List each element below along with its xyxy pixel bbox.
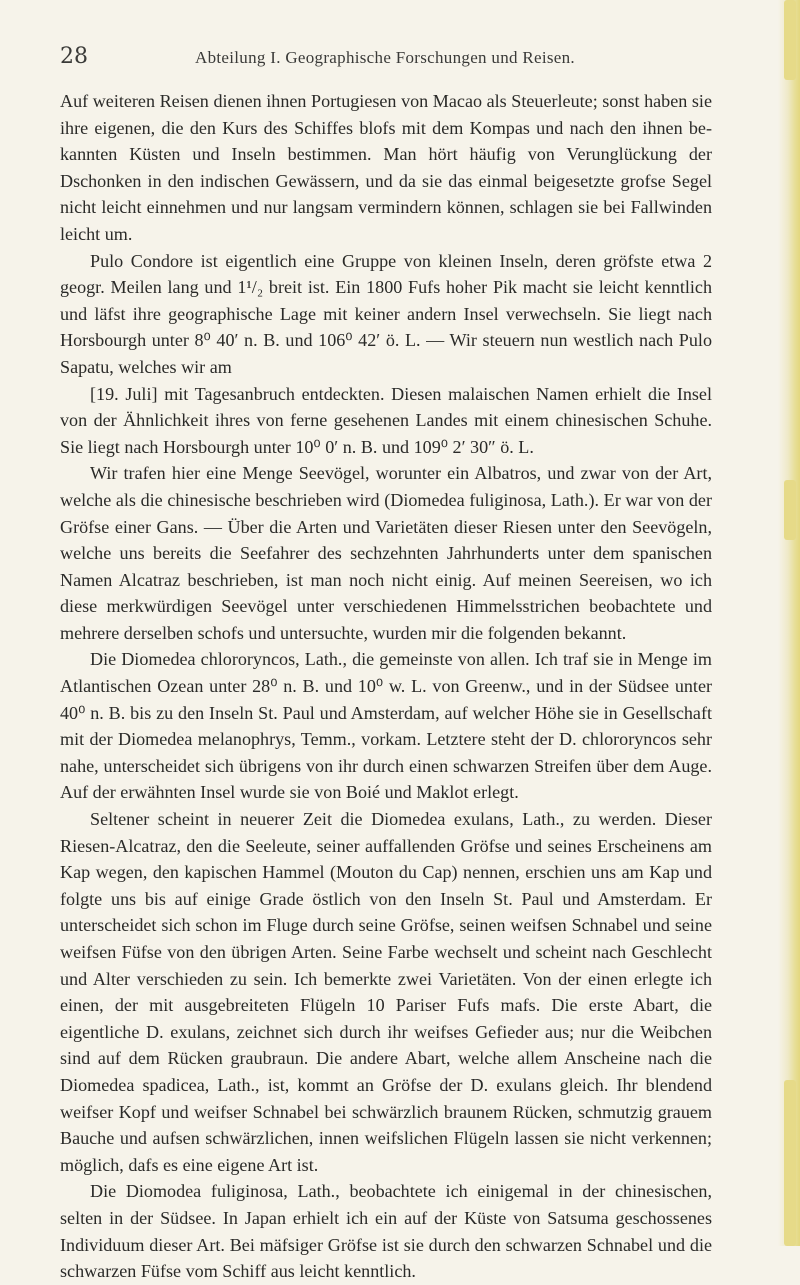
body-text — [60, 88, 712, 1285]
page-header — [60, 44, 710, 70]
paper-stain — [784, 1080, 796, 1246]
paragraph: Seltener scheint in neuerer Zeit die Diomedea exulans, Lath., zu werden. Dieser Riesen-Alcatraz, den die Seeleute, seiner auffallenden Gröfse und seines Erscheinens am Kap wegen, den kapischen Hammel (Mouton du Cap) nennen, erschien uns am Kap und folgte uns bis auf einige Grade östlich von den Inseln St. Paul und Amsterdam. Er unterscheidet sich schon im Fluge durch seine Gröfse, seinen weifsen Schnabel und seine weifsen Füfse von den übrigen Arten. Seine Farbe wechselt und scheint nach Geschlecht und Alter verschieden zu sein. Ich bemerkte zwei Varietäten. Von der einen erlegte ich einen, der mit ausgebreiteten Flügeln 10 Pariser Fufs mafs. Die erste Abart, die eigentliche D. exulans, zeichnet sich durch ihr weifses Gefieder aus; nur die Weibchen sind auf dem Rücken graubraun. Die andere Abart, welche allem Anscheine nach die Diomedea spadicea, Lath., ist, kommt an Gröfse der D. exulans gleich. Ihr blendend weifser Kopf und weifser Schnabel bei schwärzlich braunem Rücken, schmutzig grauem Bauche und aufsen schwärzlichen, innen weifslichen Flügeln lassen sie nicht verkennen; möglich, dafs es eine eigene Art ist. — [60, 809, 712, 1175]
paragraph: [19. Juli] mit Tagesanbruch entdeckten. Diesen malaischen Namen erhielt die Insel von der Ähnlichkeit ihres von ferne gesehenen Landes mit einem chinesischen Schuhe. Sie liegt nach Horsbourgh unter 10⁰ 0′ n. B. und 109⁰ 2′ 30″ ö. L. — [60, 383, 712, 457]
page-edge — [778, 0, 800, 1246]
paper-stain — [784, 0, 796, 80]
running-title: Abteilung I. Geographische Forschungen und Reisen. — [195, 48, 575, 67]
paragraph: Wir trafen hier eine Menge Seevögel, worunter ein Albatros, und zwar von der Art, welche als die chinesische beschrieben wird (Diomedea fuliginosa, Lath.). Er war von der Gröfse einer Gans. — Über die Arten und Varietäten dieser Riesen unter den Seevögeln, welche uns bereits die Seefahrer des sechzehnten Jahrhunderts unter dem spanischen Namen Alcatraz beschrieben, ist man noch nicht einig. Auf meinen Seereisen, wo ich diese merkwürdigen Seevögel unter verschiedenen Himmelsstrichen beobachtete und mehrere derselben schofs und untersuchte, wurden mir die folgenden bekannt. — [60, 463, 712, 643]
paper-stain — [784, 480, 796, 540]
paragraph: Die Diomodea fuliginosa, Lath., beobachtete ich einigemal in der chinesischen, selten in der Südsee. In Japan erhielt ich ein auf der Küste von Satsuma geschossenes Individuum dieser Art. Bei mäfsiger Gröfse ist sie durch den schwarzen Schnabel und die schwarzen Füfse vom Schiff aus leicht kenntlich. — [60, 1181, 712, 1282]
paragraph: Pulo Condore ist eigentlich eine Gruppe von kleinen Inseln, deren gröfste etwa 2 geogr. Meilen lang und 1¹/₂ breit ist. Ein 1800 Fufs hoher Pik macht sie leicht kenntlich und läfst ihre geographische Lage mit keiner andern Insel verwechseln. Sie liegt nach Horsbourgh unter 8⁰ 40′ n. B. und 106⁰ 42′ ö. L. — Wir steuern nun westlich nach Pulo Sapatu, welches wir am — [60, 250, 712, 377]
paragraph: Auf weiteren Reisen dienen ihnen Portugiesen von Macao als Steuerleute; sonst haben sie ihre eigenen, die den Kurs des Schiffes blofs mit dem Kompas und nach den ihnen bekannten Küsten und Inseln bestimmen. Man hört häufig von Verunglückung der Dschonken in den indischen Gewässern, und da sie das einmal beigesetzte grofse Segel nicht leicht einnehmen und nur langsam vermindern können, schlagen sie bei Fallwinden leicht um. — [60, 91, 712, 244]
paragraph: Die Diomedea chlororyncos, Lath., die gemeinste von allen. Ich traf sie in Menge im Atlantischen Ozean unter 28⁰ n. B. und 10⁰ w. L. von Greenw., und in der Südsee unter 40⁰ n. B. bis zu den Inseln St. Paul und Amsterdam, auf welcher Höhe sie in Gesellschaft mit der Diomedea melanophrys, Temm., vorkam. Letztere steht der D. chlororyncos sehr nahe, unterscheidet sich übrigens von ihr durch einen schwarzen Streifen über dem Auge. Auf der erwähnten Insel wurde sie von Boié und Maklot erlegt. — [60, 649, 712, 803]
page-number: 28 — [60, 44, 88, 69]
